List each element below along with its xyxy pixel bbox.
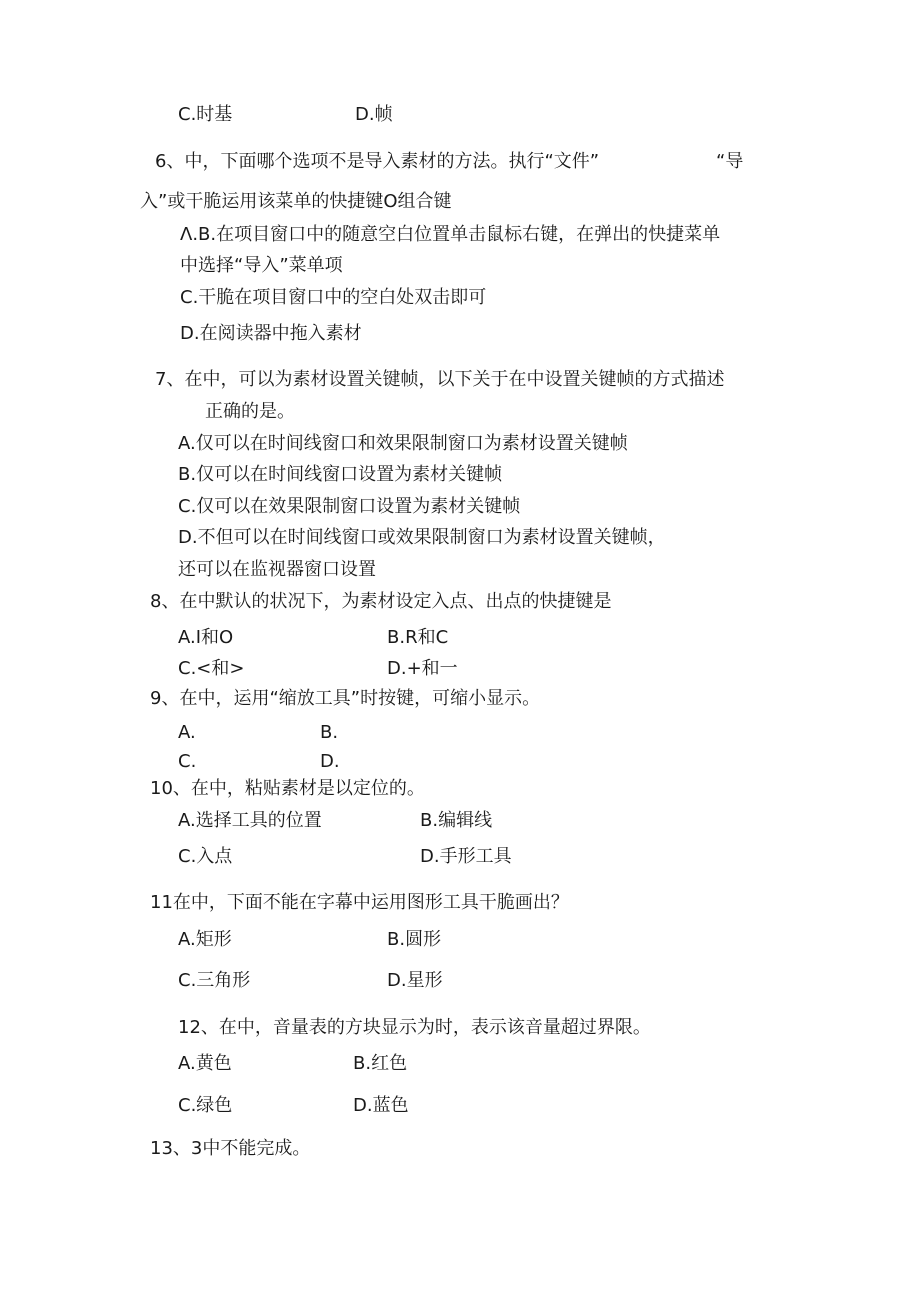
q7-option-b: B.仅可以在时间线窗口设置为素材关键帧	[178, 464, 503, 485]
q8-stem: 8、在中默认的状况下，为素材设定入点、出点的快捷键是	[150, 591, 612, 612]
q11-option-d: D.星形	[387, 970, 443, 991]
q11-stem: 11在中，下面不能在字幕中运用图形工具干脆画出？	[150, 892, 569, 913]
q7-option-a: A.仅可以在时间线窗口和效果限制窗口为素材设置关键帧	[178, 433, 628, 454]
q10-option-a: A.选择工具的位置	[178, 810, 322, 831]
q6-option-c: C.干脆在项目窗口中的空白处双击即可	[180, 287, 487, 308]
q9-option-a: A.	[178, 722, 196, 743]
q8-option-d: D.+和一	[387, 658, 458, 679]
q11-option-c: C.三角形	[178, 970, 251, 991]
q12-stem: 12、在中，音量表的方块显示为时，表示该音量超过界限。	[178, 1017, 651, 1038]
q10-option-c: C.入点	[178, 846, 233, 867]
q8-option-a: A.I和O	[178, 627, 234, 648]
q10-stem: 10、在中，粘贴素材是以定位的。	[150, 778, 425, 799]
q7-stem-line1: 7、在中，可以为素材设置关键帧，以下关于在中设置关键帧的方式描述	[155, 369, 725, 390]
q7-stem-line2: 正确的是。	[205, 401, 295, 422]
q11-option-a: A.矩形	[178, 929, 232, 950]
q7-option-c: C.仅可以在效果限制窗口设置为素材关键帧	[178, 496, 521, 517]
q5-option-c: C.时基	[178, 104, 233, 125]
q9-stem: 9、在中，运用“缩放工具”时按键，可缩小显示。	[150, 688, 541, 709]
q6-option-ab-line1: Λ.B.在项目窗口中的随意空白位置单击鼠标右键，在弹出的快捷菜单	[180, 224, 721, 245]
q6-option-d: D.在阅读器中拖入素材	[180, 323, 362, 344]
q8-option-b: B.R和C	[387, 627, 449, 648]
q6-stem-line2: 入”或干脆运用该菜单的快捷键O组合键	[140, 191, 452, 212]
q7-option-d-line2: 还可以在监视器窗口设置	[178, 559, 376, 580]
q9-option-d: D.	[320, 751, 340, 772]
q10-option-d: D.手形工具	[420, 846, 512, 867]
q6-option-ab-line2: 中选择“导入”菜单项	[180, 255, 343, 276]
q12-option-b: B.红色	[353, 1053, 408, 1074]
q12-option-a: A.黄色	[178, 1053, 232, 1074]
q8-option-c: C.<和>	[178, 658, 245, 679]
q9-option-b: B.	[320, 722, 339, 743]
q11-option-b: B.圆形	[387, 929, 442, 950]
q12-option-c: C.绿色	[178, 1095, 233, 1116]
q6-stem-line1: 6、中，下面哪个选项不是导入素材的方法。执行“文件”	[155, 151, 600, 172]
q10-option-b: B.编辑线	[420, 810, 493, 831]
q5-option-d: D.帧	[355, 104, 393, 125]
q6-stem-line1-end: “导	[716, 151, 744, 172]
q12-option-d: D.蓝色	[353, 1095, 409, 1116]
q9-option-c: C.	[178, 751, 197, 772]
q7-option-d-line1: D.不但可以在时间线窗口或效果限制窗口为素材设置关键帧，	[178, 527, 666, 548]
q13-stem: 13、3中不能完成。	[150, 1138, 311, 1159]
